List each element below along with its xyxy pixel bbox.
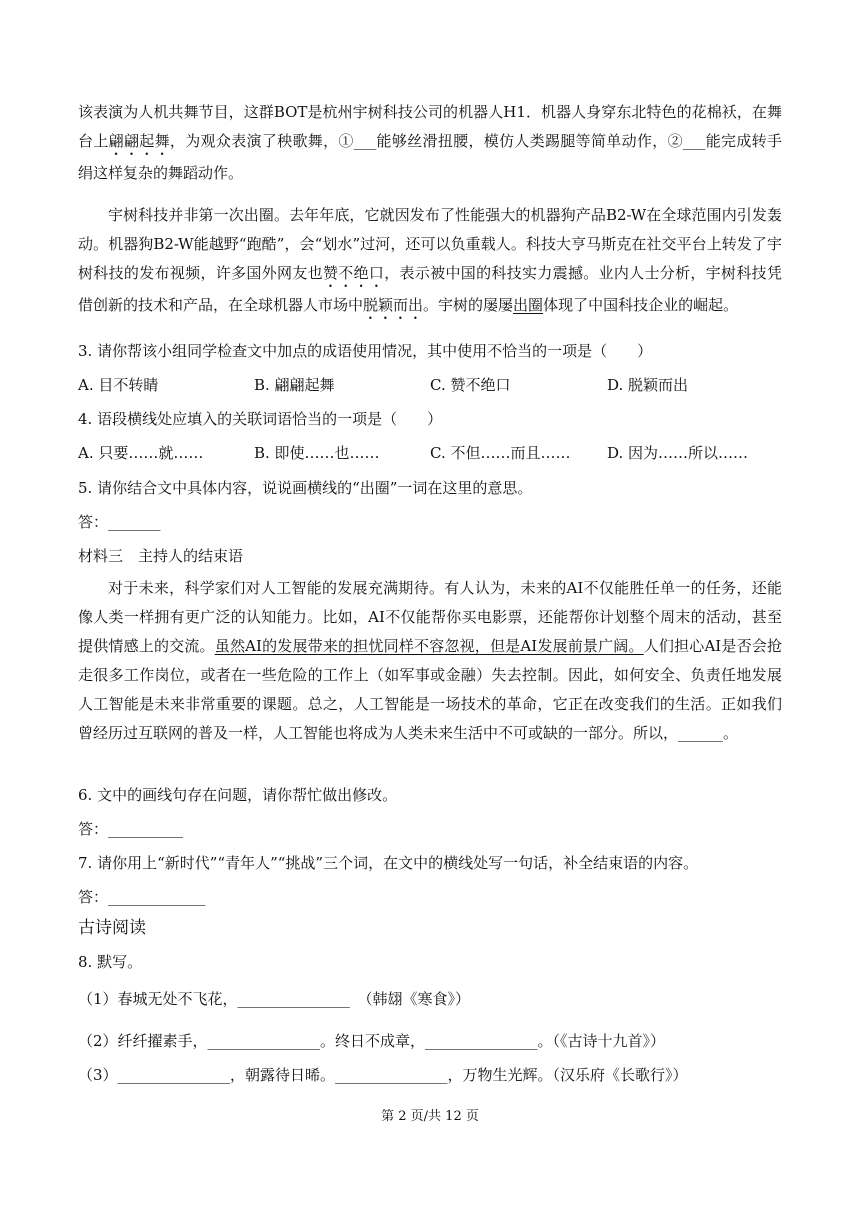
underlined-sentence: 虽然AI的发展带来的担忧同样不容忽视，但是AI发展前景广阔。 — [214, 637, 644, 655]
material-three-heading: 材料三 主持人的结束语 — [78, 547, 244, 565]
section-heading-poetry: 古诗阅读 — [78, 918, 146, 938]
paragraph-performance — [78, 98, 782, 188]
question-5: 5. 请你结合文中具体内容，说说画横线的“出圈”一词在这里的意思。 — [78, 479, 533, 497]
text-span: ，表示被中国的科技实力震撼。业内人士分析，宇树科技凭借创新的技术和产品，在全球机器人市场中 — [78, 264, 782, 314]
q8-line-2: （2）纤纤擢素手，_______________。终日不成章，_______________。（《古诗十九首》） — [78, 1032, 666, 1050]
question-4: 4. 语段横线处应填入的关联词语恰当的一项是（ ） — [78, 410, 443, 428]
paragraph-unitree — [78, 201, 782, 323]
paragraph-ai-future — [78, 574, 782, 748]
q3-option-b: B. 翩翩起舞 — [254, 376, 335, 394]
underlined-word-chuquan: 出圈 — [513, 296, 544, 314]
answer-5: 答：_______ — [78, 513, 161, 531]
text-span: 体现了中国科技企业的崛起。 — [543, 296, 739, 314]
q4-option-d: D. 因为……所以…… — [607, 444, 749, 462]
text-span: 对于未来，科学家们对人工智能的发展充满期待。有人认为，未来的AI不仅能胜任单一的任务，还能像人类一样拥有更广泛的认知能力。比如，AI不仅能帮你买电影票，还能帮你计划整个周末的活动，甚至提供情感上的交流。 — [78, 579, 782, 655]
q3-option-c: C. 赞不绝口 — [430, 376, 511, 394]
answer-6: 答：__________ — [78, 820, 184, 838]
q4-option-c: C. 不但……而且…… — [430, 444, 571, 462]
question-6: 6. 文中的画线句存在问题，请你帮忙做出修改。 — [78, 786, 398, 804]
answer-7: 答：_____________ — [78, 888, 206, 906]
text-span: ，为观众表演了秧歌舞，①___能够丝滑扭腰，模仿人类踢腿等简单动作，②___能完成转手绢这样复杂的舞蹈动作。 — [78, 132, 782, 182]
dotted-idiom-zanbujuekou: 赞不绝口 — [322, 264, 385, 282]
text-span: 人们担心AI是否会抢走很多工作岗位，或者在一些危险的工作上（如军事或金融）失去控制。因此，如何安全、负责任地发展人工智能是未来非常重要的课题。总之，人工智能是一场技术的革命，它正在改变我们的生活。正如我们曾经历过互联网的普及一样，人工智能也将成为人类未来生活中不可或缺的一部分。所以，______。 — [78, 637, 782, 742]
question-3: 3. 请你帮该小组同学检查文中加点的成语使用情况，其中使用不恰当的一项是（ ） — [78, 342, 653, 360]
text-span: 宇树科技并非第一次出圈。去年年底，它就因发布了性能强大的机器狗产品B2-W在全球范围内引发轰动。机器狗B2-W能越野“跑酷”，会“划水”过河，还可以负重载人。科技大亨马斯克在社交平台上转发了宇树科技的发布视频，许多国外网友也 — [78, 206, 782, 282]
question-8: 8. 默写。 — [78, 953, 143, 971]
dotted-idiom-tuoyingerchu: 脱颖而出 — [363, 296, 424, 314]
q4-option-b: B. 即使……也…… — [254, 444, 380, 462]
q4-option-a: A. 只要……就…… — [78, 444, 204, 462]
text-span: 。宇树的屡屡 — [423, 296, 514, 314]
question-7: 7. 请你用上“新时代”“青年人”“挑战”三个词，在文中的横线处写一句话，补全结束语的内容。 — [78, 854, 699, 872]
q8-line-3: （3）_______________，朝露待日晞。_______________，万物生光辉。（汉乐府《长歌行》） — [78, 1066, 688, 1084]
q3-option-d: D. 脱颖而出 — [607, 376, 689, 394]
q8-line-1: （1）春城无处不飞花，_______________ （韩翃《寒食》） — [78, 990, 471, 1008]
page-footer: 第 2 页/共 12 页 — [381, 1109, 479, 1124]
q3-option-a: A. 目不转睛 — [78, 376, 159, 394]
dotted-idiom-pianpianqiwu: 翩翩起舞 — [108, 132, 170, 150]
text-span: 该表演为人机共舞节目，这群BOT是杭州宇树科技公司的机器人H1．机器人身穿东北特色的花棉袄，在舞台上 — [78, 103, 782, 150]
